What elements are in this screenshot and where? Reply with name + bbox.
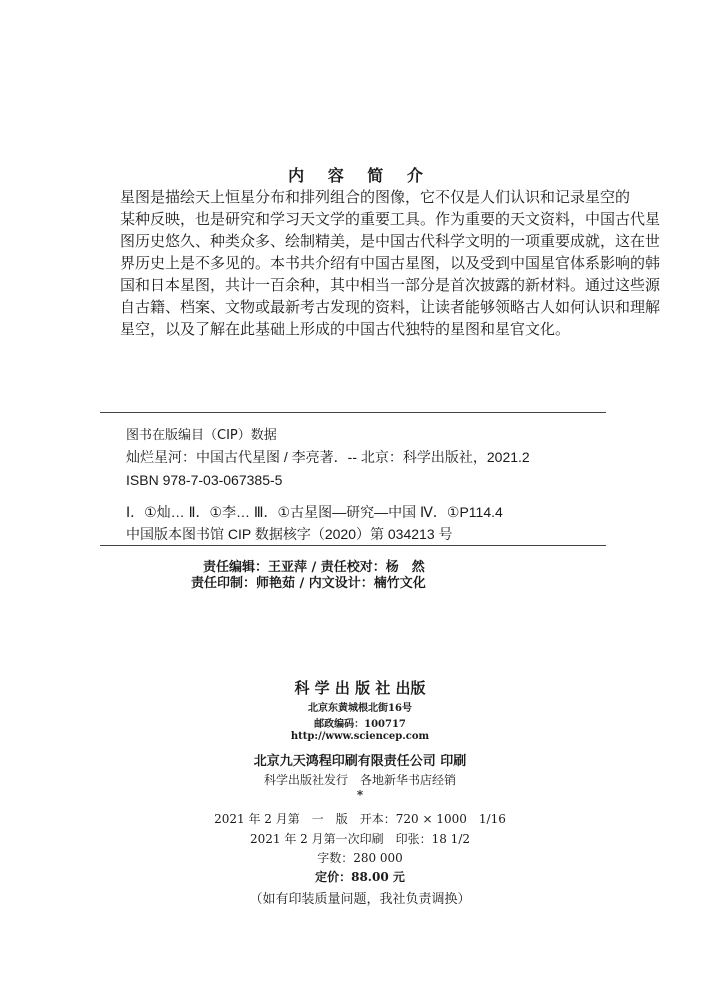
printing-info: 2021 年 2 月第一次印刷 印张：18 1/2 — [249, 832, 470, 846]
cip-classification: Ⅰ．①灿… Ⅱ．①李… Ⅲ．①古星图—研究—中国 Ⅳ．①P114.4 — [126, 504, 503, 520]
cip-heading: 图书在版编目（CIP）数据 — [126, 428, 277, 443]
price: 定价：88.00 元 — [315, 870, 405, 884]
quality-notice: （如有印装质量问题，我社负责调换） — [249, 892, 471, 907]
intro-line: 星空，以及了解在此基础上形成的中国古代独特的星图和星官文化。 — [120, 320, 571, 338]
production-credits: 责任印制：师艳茹 / 内文设计：楠竹文化 — [191, 576, 426, 591]
publisher-address: 北京东黄城根北街16号 — [308, 703, 412, 714]
intro-line: 自古籍、档案、文物或最新考古发现的资料，让读者能够领略古人如何认识和理解 — [120, 298, 661, 316]
word-count: 字数：280 000 — [317, 851, 403, 865]
editor-credits: 责任编辑：王亚萍 / 责任校对：杨 然 — [203, 560, 425, 575]
publisher-name: 科 学 出 版 社 出版 — [294, 679, 426, 697]
intro-line: 界历史上是不多见的。本书共介绍有中国古星图，以及受到中国星官体系影响的韩 — [120, 254, 661, 272]
intro-title: 内 容 简 介 — [288, 166, 432, 185]
intro-line: 星图是描绘天上恒星分布和排列组合的图像，它不仅是人们认识和记录星空的 — [120, 188, 631, 206]
cip-top-divider — [100, 412, 606, 413]
printer-name: 北京九天鸿程印刷有限责任公司 印刷 — [253, 754, 467, 769]
cip-isbn: ISBN 978-7-03-067385-5 — [126, 472, 283, 488]
cip-bottom-divider — [100, 545, 606, 546]
publisher-website: http://www.sciencep.com — [290, 731, 430, 742]
distribution-info: 科学出版社发行 各地新华书店经销 — [263, 773, 456, 787]
intro-line: 国和日本星图，共计一百余种，其中相当一部分是首次披露的新材料。通过这些源 — [120, 276, 661, 294]
intro-line: 图历史悠久、种类众多、绘制精美，是中国古代科学文明的一项重要成就，这在世 — [120, 232, 661, 250]
cip-bibliography: 灿烂星河：中国古代星图 / 李亮著．-- 北京：科学出版社，2021.2 — [126, 449, 530, 465]
intro-paragraph — [120, 186, 661, 340]
intro-line: 某种反映，也是研究和学习天文学的重要工具。作为重要的天文资料，中国古代星 — [120, 210, 661, 228]
postal-code: 邮政编码：100717 — [314, 719, 406, 730]
separator-star: * — [356, 788, 364, 802]
cip-approval-number: 中国版本图书馆 CIP 数据核字（2020）第 034213 号 — [126, 526, 453, 542]
edition-info: 2021 年 2 月第 一 版 开本：720 × 1000 1/16 — [214, 812, 506, 826]
